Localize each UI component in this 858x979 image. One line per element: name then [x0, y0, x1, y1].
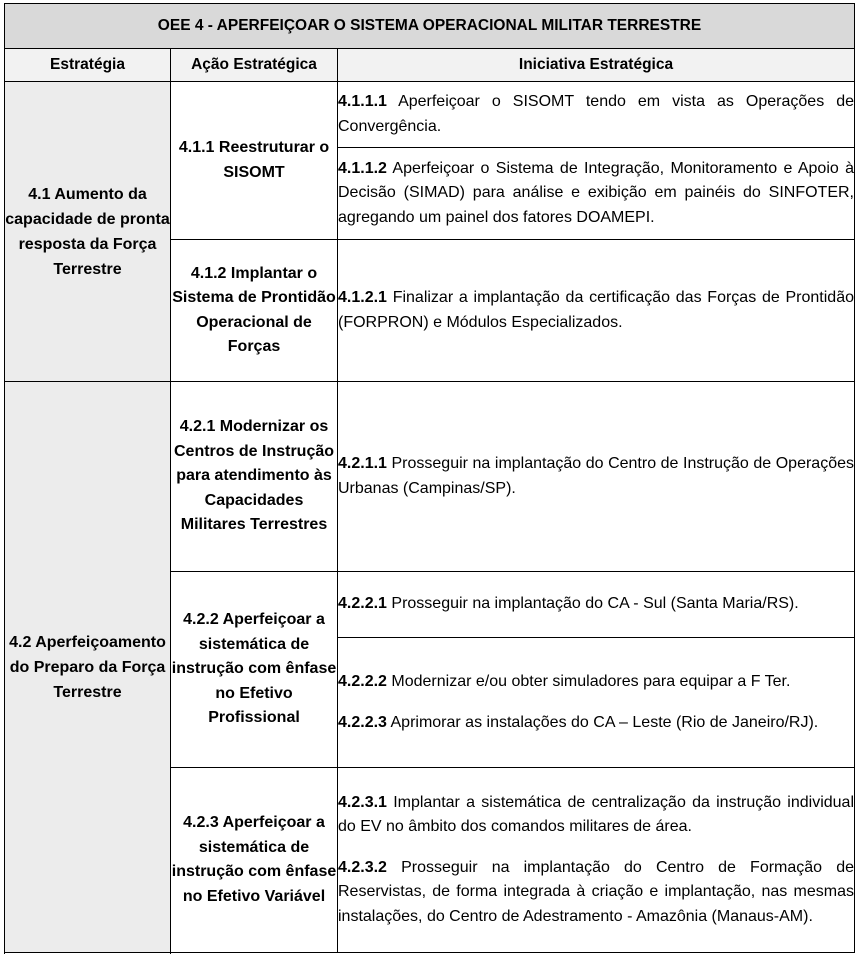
table-title: OEE 4 - APERFEIÇOAR O SISTEMA OPERACIONAL MILITAR TERRESTRE [5, 4, 855, 49]
initiative-paragraph-4-2-3-2 [338, 856, 854, 930]
initiative-text: Implantar a sistemática de centralização da instrução individual do EV no âmbito dos comandos militares de área. [338, 793, 854, 836]
initiative-cell-4-1-1-1 [338, 82, 855, 148]
action-cell-4-2-2: 4.2.2 Aperfeiçoar a sistemática de instrução com ênfase no Efetivo Profissional [171, 572, 338, 768]
initiative-cell-4-2-1-1 [338, 382, 855, 572]
initiative-cell-4-2-2-1 [338, 572, 855, 638]
initiative-cell-4-1-1-2 [338, 148, 855, 240]
initiative-paragraph-4-2-2-3 [338, 711, 854, 736]
initiative-code: 4.1.2.1 [338, 289, 387, 306]
action-cell-4-2-1: 4.2.1 Modernizar os Centros de Instrução para atendimento às Capacidades Militares Terrestres [171, 382, 338, 572]
initiative-code: 4.2.3.2 [338, 858, 387, 876]
strategy-cell-4-1: 4.1 Aumento da capacidade de pronta resposta da Força Terrestre [5, 82, 171, 382]
initiative-paragraph-4-2-3-1 [338, 791, 854, 840]
initiative-text: Aprimorar as instalações do CA – Leste (Rio de Janeiro/RJ). [390, 713, 819, 731]
initiative-code: 4.2.3.1 [338, 793, 387, 811]
initiative-paragraph-4-2-2-2 [338, 670, 854, 695]
strategy-table [4, 3, 855, 953]
header-iniciativa-estrategica: Iniciativa Estratégica [338, 49, 855, 82]
initiative-code: 4.2.2.3 [338, 713, 387, 731]
initiative-code: 4.2.2.1 [338, 595, 387, 613]
header-acao-estrategica: Ação Estratégica [171, 49, 338, 82]
header-estrategia: Estratégia [5, 49, 171, 82]
initiative-cell-4-2-2-2-and-3 [338, 638, 855, 768]
initiative-text: Aperfeiçoar o Sistema de Integração, Monitoramento e Apoio à Decisão (SIMAD) para análise e exibição em painéis do SINFOTER, agregando um painel dos fatores DOAMEPI. [338, 159, 854, 226]
initiative-text: Prosseguir na implantação do CA - Sul (Santa Maria/RS). [391, 595, 799, 613]
initiative-code: 4.1.1.2 [338, 159, 387, 177]
initiative-cell-4-1-2-1 [338, 240, 855, 382]
initiative-text: Prosseguir na implantação do Centro de Instrução de Operações Urbanas (Campinas/SP). [338, 455, 854, 497]
initiative-text: Modernizar e/ou obter simuladores para equipar a F Ter. [391, 673, 791, 690]
strategy-cell-4-2: 4.2 Aperfeiçoamento do Preparo da Força Terrestre [5, 382, 171, 953]
initiative-code: 4.2.1.1 [338, 455, 387, 472]
action-cell-4-1-2: 4.1.2 Implantar o Sistema de Prontidão Operacional de Forças [171, 240, 338, 382]
initiative-code: 4.1.1.1 [338, 93, 387, 110]
initiative-code: 4.2.2.2 [338, 673, 387, 690]
initiative-text: Aperfeiçoar o SISOMT tendo em vista as Operações de Convergência. [338, 93, 855, 135]
action-cell-4-1-1: 4.1.1 Reestruturar o SISOMT [171, 82, 338, 240]
initiative-text: Prosseguir na implantação do Centro de Formação de Reservistas, de forma integrada à criação e implantação, nas mesmas instalações, do Centro de Adestramento - Amazônia (Manaus-AM). [338, 858, 854, 925]
initiative-cell-4-2-3 [338, 768, 855, 953]
action-cell-4-2-3: 4.2.3 Aperfeiçoar a sistemática de instrução com ênfase no Efetivo Variável [171, 768, 338, 953]
initiative-text: Finalizar a implantação da certificação das Forças de Prontidão (FORPRON) e Módulos Especializados. [338, 289, 854, 331]
